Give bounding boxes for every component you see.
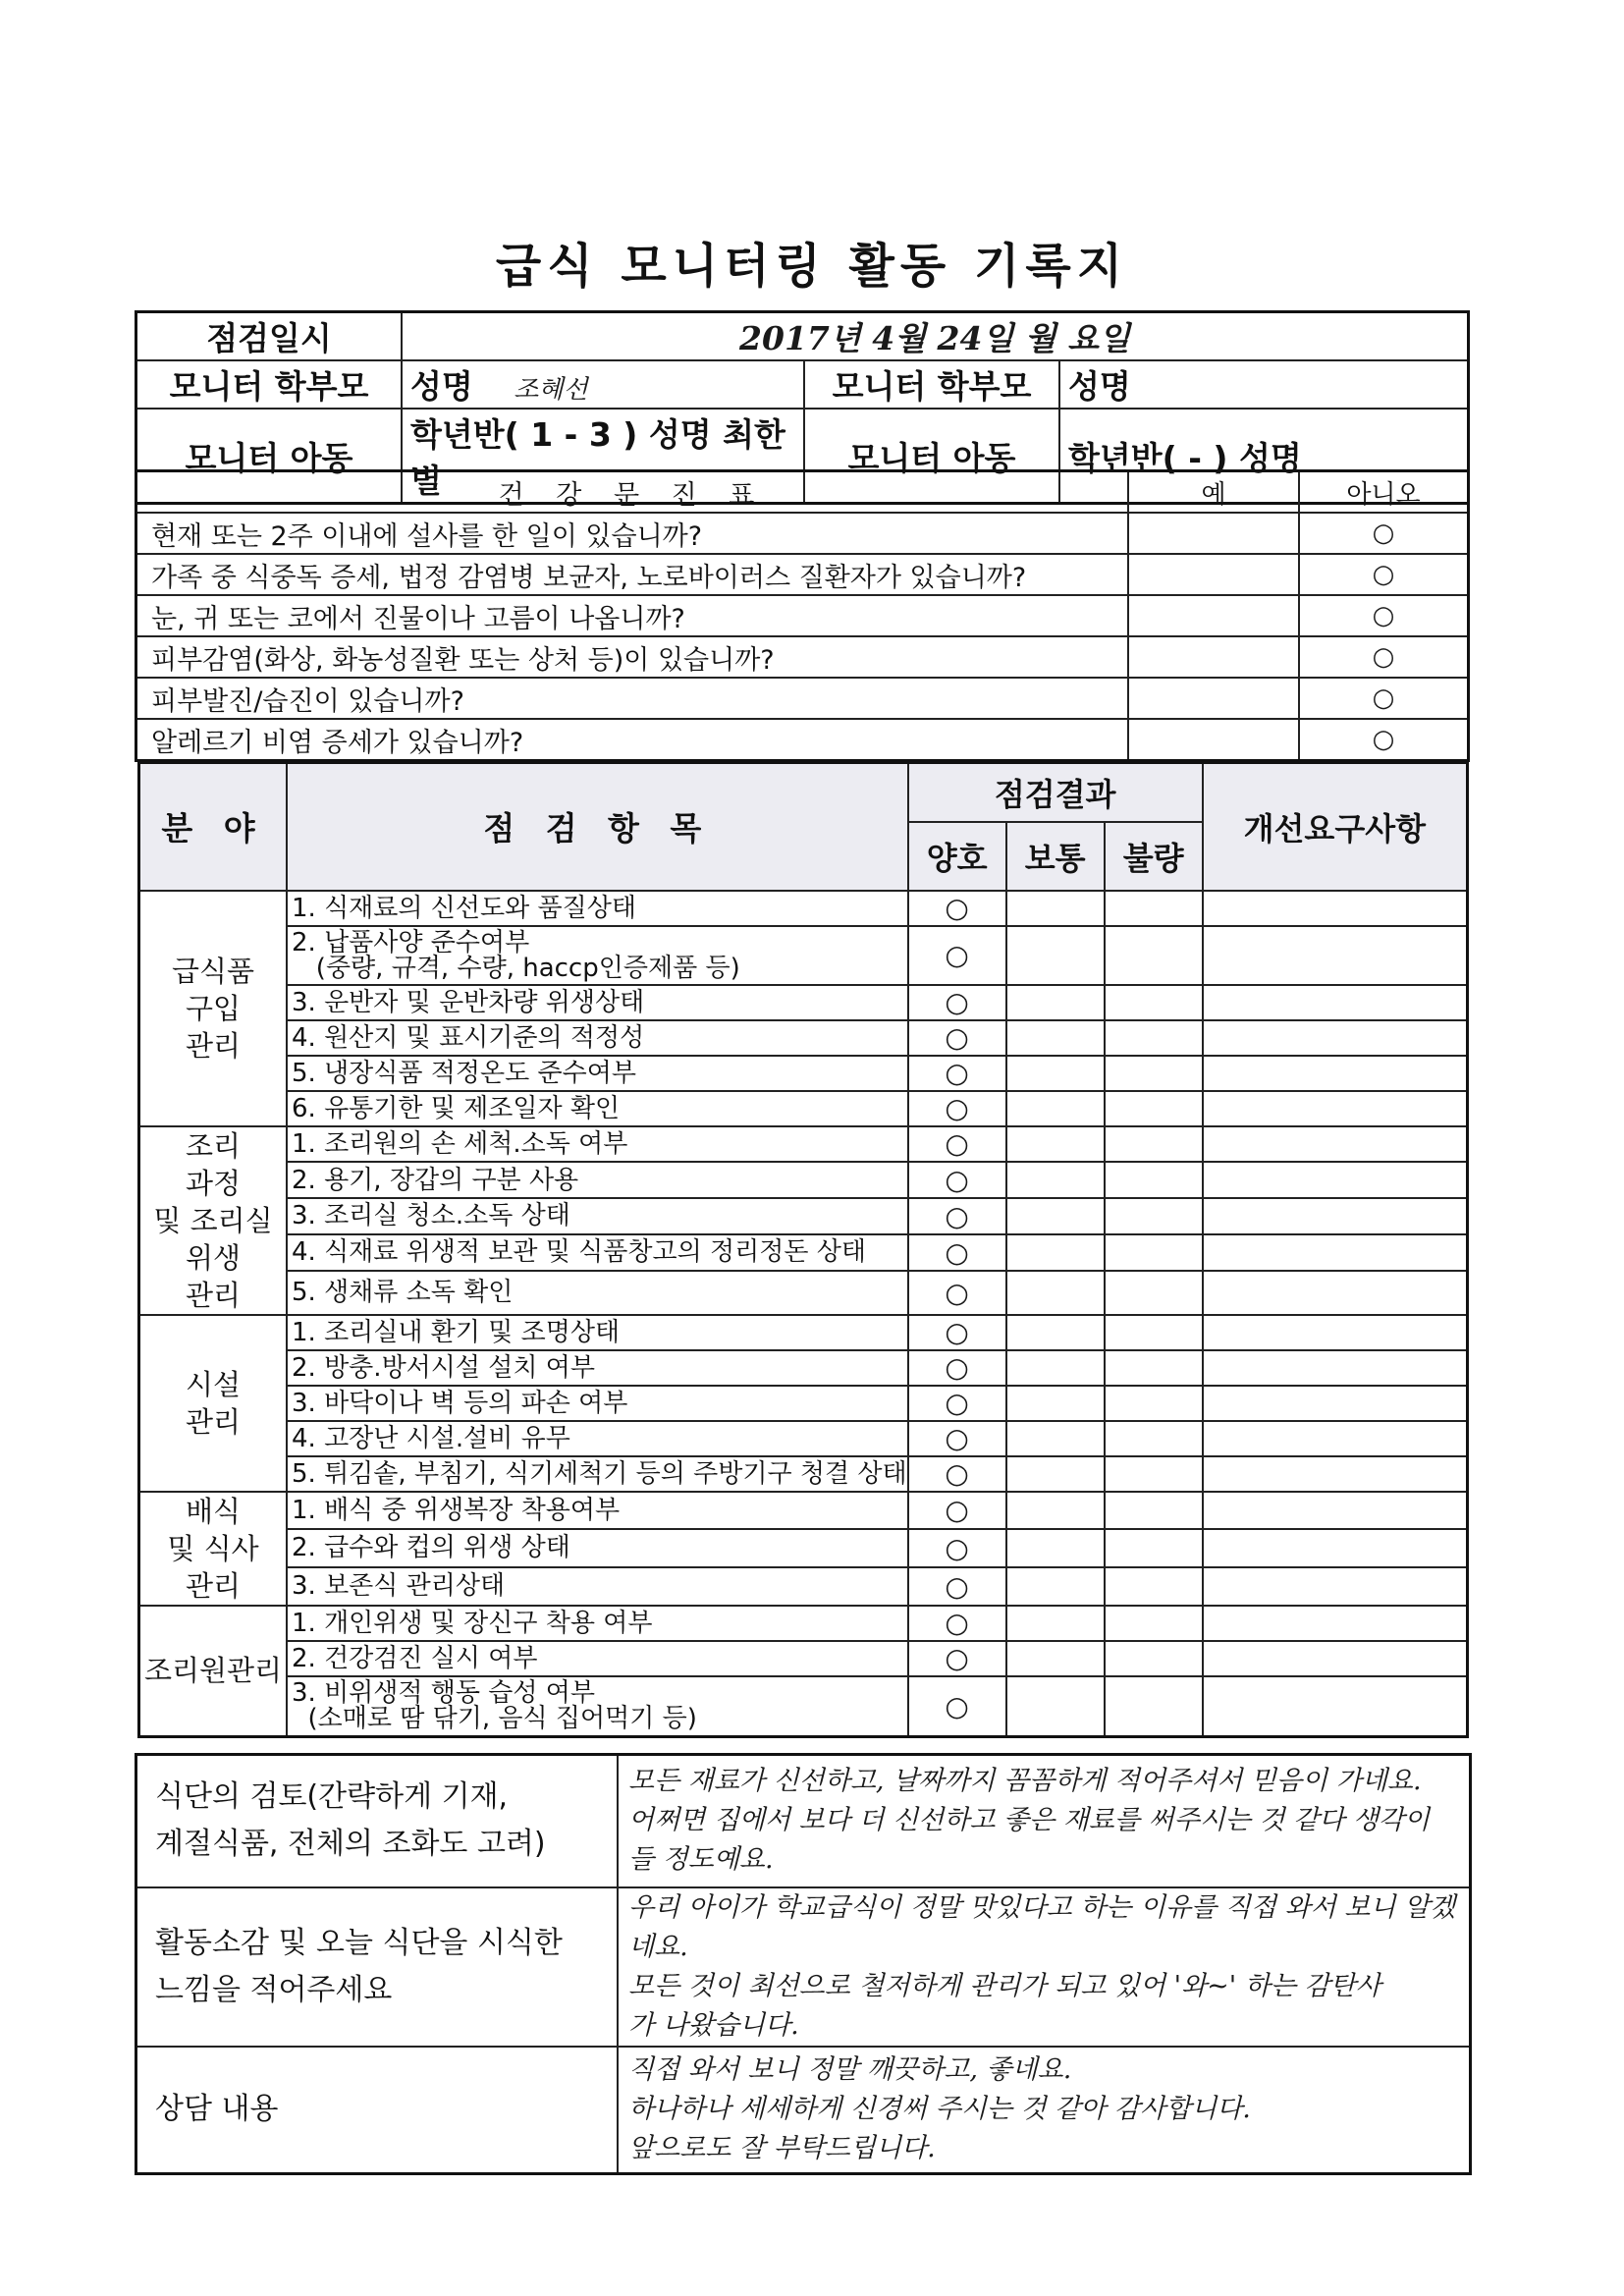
inspection-item: 2. 급수와 컵의 위생 상태 [287, 1529, 908, 1567]
normal-cell[interactable] [1006, 1421, 1105, 1456]
parent-name-field-1[interactable] [402, 360, 804, 409]
child-class-2: 학년반( - ) 성명 [1068, 438, 1302, 477]
bad-cell[interactable] [1105, 1271, 1203, 1315]
health-question: 가족 중 식중독 증세, 법정 감염병 보균자, 노로바이러스 질환자가 있습니까? [136, 554, 1129, 595]
good-mark[interactable]: ○ [908, 926, 1006, 985]
request-cell[interactable] [1203, 1091, 1468, 1126]
normal-cell[interactable] [1006, 1126, 1105, 1163]
menu-review-text[interactable]: 모든 재료가 신선하고, 날짜까지 꼼꼼하게 적어주셔서 믿음이 가네요. 어쩌면 집에서 보다 더 신선하고 좋은 재료를 써주시는 것 같다 생각이 들 정도예요. [618, 1755, 1471, 1887]
health-row [136, 513, 1469, 554]
child-label-1: 모니터 아동 [136, 409, 403, 504]
inspection-item: 3. 비위생적 행동 습성 여부 (소매로 땀 닦기, 음식 집어먹기 등) [287, 1676, 908, 1737]
impression-label: 활동소감 및 오늘 식단을 시식한 느낌을 적어주세요 [136, 1887, 619, 2047]
request-cell[interactable] [1203, 891, 1468, 926]
normal-cell[interactable] [1006, 1456, 1105, 1492]
inspection-item: 1. 배식 중 위생복장 착용여부 [287, 1492, 908, 1530]
bad-cell[interactable] [1105, 891, 1203, 926]
health-row [136, 636, 1469, 678]
date-label: 점검일시 [136, 312, 403, 361]
inspection-row [139, 1091, 1468, 1126]
health-title: 건 강 문 진 표 [136, 471, 1129, 514]
health-row [136, 595, 1469, 636]
request-cell[interactable] [1203, 1456, 1468, 1492]
request-cell[interactable] [1203, 1386, 1468, 1421]
request-cell[interactable] [1203, 926, 1468, 985]
normal-cell[interactable] [1006, 1162, 1105, 1198]
good-mark[interactable]: ○ [908, 1126, 1006, 1163]
bad-cell[interactable] [1105, 926, 1203, 985]
bad-cell[interactable] [1105, 1529, 1203, 1567]
normal-cell[interactable] [1006, 926, 1105, 985]
bad-cell[interactable] [1105, 1315, 1203, 1350]
inspection-row [139, 1492, 1468, 1530]
area-header: 분 야 [139, 763, 288, 891]
inspection-item: 1. 식재료의 신선도와 품질상태 [287, 891, 908, 926]
health-question: 피부감염(화상, 화농성질환 또는 상처 등)이 있습니까? [136, 636, 1129, 678]
inspection-row [139, 1676, 1468, 1737]
request-cell[interactable] [1203, 1126, 1468, 1163]
health-row [136, 678, 1469, 719]
normal-cell[interactable] [1006, 1091, 1105, 1126]
page-title: 급식 모니터링 활동 기록지 [495, 239, 1129, 294]
inspection-item: 1. 개인위생 및 장신구 착용 여부 [287, 1606, 908, 1641]
inspection-item: 6. 유통기한 및 제조일자 확인 [287, 1091, 908, 1126]
health-question: 눈, 귀 또는 코에서 진물이나 고름이 나옵니까? [136, 595, 1129, 636]
normal-cell[interactable] [1006, 1315, 1105, 1350]
date-value[interactable] [402, 312, 1469, 361]
bad-cell[interactable] [1105, 985, 1203, 1020]
menu-review-label: 식단의 검토(간략하게 기재, 계절식품, 전체의 조화도 고려) [136, 1755, 619, 1887]
normal-cell[interactable] [1006, 1386, 1105, 1421]
inspection-row [139, 1641, 1468, 1676]
inspection-item: 3. 바닥이나 벽 등의 파손 여부 [287, 1386, 908, 1421]
bad-cell[interactable] [1105, 1091, 1203, 1126]
good-mark[interactable]: ○ [908, 1492, 1006, 1530]
category-cat2: 조리 과정 및 조리실 위생 관리 [139, 1126, 288, 1315]
good-mark[interactable]: ○ [908, 1198, 1006, 1234]
request-cell[interactable] [1203, 1492, 1468, 1530]
normal-cell[interactable] [1006, 1606, 1105, 1641]
request-cell[interactable] [1203, 1641, 1468, 1676]
parent-label-1: 모니터 학부모 [136, 360, 403, 409]
good-mark[interactable]: ○ [908, 1020, 1006, 1056]
normal-cell[interactable] [1006, 891, 1105, 926]
good-mark[interactable]: ○ [908, 1529, 1006, 1567]
inspection-row [139, 1234, 1468, 1271]
bad-cell[interactable] [1105, 1056, 1203, 1091]
counsel-label: 상담 내용 [136, 2047, 619, 2174]
no-mark[interactable]: ○ [1299, 719, 1469, 761]
no-mark[interactable]: ○ [1299, 595, 1469, 636]
no-mark[interactable]: ○ [1299, 678, 1469, 719]
good-header: 양호 [908, 822, 1006, 891]
good-mark[interactable]: ○ [908, 1567, 1006, 1606]
yes-cell[interactable] [1128, 513, 1299, 554]
inspection-row [139, 926, 1468, 985]
child-label-2: 모니터 아동 [804, 409, 1059, 504]
normal-cell[interactable] [1006, 1271, 1105, 1315]
good-mark[interactable]: ○ [908, 891, 1006, 926]
inspection-row [139, 1198, 1468, 1234]
item-header: 점 검 항 목 [287, 763, 908, 891]
name-label-2: 성명 [1068, 367, 1131, 406]
bad-cell[interactable] [1105, 1641, 1203, 1676]
good-mark[interactable]: ○ [908, 1386, 1006, 1421]
request-header: 개선요구사항 [1203, 763, 1468, 891]
name-label-1: 성명 [410, 367, 473, 406]
health-question: 피부발진/습진이 있습니까? [136, 678, 1129, 719]
good-mark[interactable]: ○ [908, 1641, 1006, 1676]
category-cat5: 조리원관리 [139, 1606, 288, 1737]
inspection-item: 3. 조리실 청소.소독 상태 [287, 1198, 908, 1234]
no-mark[interactable]: ○ [1299, 554, 1469, 595]
bad-cell[interactable] [1105, 1350, 1203, 1386]
inspection-row [139, 1271, 1468, 1315]
category-cat1: 급식품 구입 관리 [139, 891, 288, 1126]
normal-header: 보통 [1006, 822, 1105, 891]
request-cell[interactable] [1203, 1350, 1468, 1386]
bad-cell[interactable] [1105, 1198, 1203, 1234]
request-cell[interactable] [1203, 985, 1468, 1020]
normal-cell[interactable] [1006, 985, 1105, 1020]
health-row [136, 719, 1469, 761]
parent-name-1: 조혜선 [514, 375, 588, 405]
inspection-item: 2. 건강검진 실시 여부 [287, 1641, 908, 1676]
yes-cell[interactable] [1128, 678, 1299, 719]
good-mark[interactable]: ○ [908, 1315, 1006, 1350]
inspection-row [139, 891, 1468, 926]
bad-cell[interactable] [1105, 1567, 1203, 1606]
parent-label-2: 모니터 학부모 [804, 360, 1059, 409]
child-class-1: 학년반( 1 - 3 ) 성명 최한별 [410, 415, 785, 500]
health-row [136, 554, 1469, 595]
yes-cell[interactable] [1128, 595, 1299, 636]
yes-cell[interactable] [1128, 636, 1299, 678]
good-mark[interactable]: ○ [908, 1676, 1006, 1737]
normal-cell[interactable] [1006, 1234, 1105, 1271]
request-cell[interactable] [1203, 1676, 1468, 1737]
good-mark[interactable]: ○ [908, 1606, 1006, 1641]
request-cell[interactable] [1203, 1056, 1468, 1091]
inspection-item: 3. 운반자 및 운반차량 위생상태 [287, 985, 908, 1020]
inspection-item: 4. 고장난 시설.설비 유무 [287, 1421, 908, 1456]
inspection-row [139, 1126, 1468, 1163]
bad-header: 불량 [1105, 822, 1203, 891]
yes-cell[interactable] [1128, 719, 1299, 761]
inspection-row [139, 1567, 1468, 1606]
category-cat4: 배식 및 식사 관리 [139, 1492, 288, 1606]
inspection-item: 1. 조리원의 손 세척.소독 여부 [287, 1126, 908, 1163]
category-cat3: 시설 관리 [139, 1315, 288, 1492]
good-mark[interactable]: ○ [908, 1091, 1006, 1126]
bad-cell[interactable] [1105, 1234, 1203, 1271]
inspection-item: 5. 냉장식품 적정온도 준수여부 [287, 1056, 908, 1091]
normal-cell[interactable] [1006, 1641, 1105, 1676]
good-mark[interactable]: ○ [908, 1056, 1006, 1091]
health-question: 현재 또는 2주 이내에 설사를 한 일이 있습니까? [136, 513, 1129, 554]
inspection-item: 1. 조리실내 환기 및 조명상태 [287, 1315, 908, 1350]
bad-cell[interactable] [1105, 1421, 1203, 1456]
normal-cell[interactable] [1006, 1056, 1105, 1091]
good-mark[interactable]: ○ [908, 1350, 1006, 1386]
inspection-row [139, 1386, 1468, 1421]
no-mark[interactable]: ○ [1299, 636, 1469, 678]
bad-cell[interactable] [1105, 1606, 1203, 1641]
impression-text[interactable]: 우리 아이가 학교급식이 정말 맛있다고 하는 이유를 직접 와서 보니 알겠네요. 모든 것이 최선으로 철저하게 관리가 되고 있어 '와~' 하는 감탄사 가 나왔습니다. [618, 1887, 1471, 2047]
bad-cell[interactable] [1105, 1676, 1203, 1737]
good-mark[interactable]: ○ [908, 1421, 1006, 1456]
inspection-row [139, 1315, 1468, 1350]
inspection-row [139, 1606, 1468, 1641]
inspection-row [139, 1529, 1468, 1567]
request-cell[interactable] [1203, 1234, 1468, 1271]
inspection-row [139, 1162, 1468, 1198]
inspection-row [139, 1056, 1468, 1091]
request-cell[interactable] [1203, 1020, 1468, 1056]
request-cell[interactable] [1203, 1198, 1468, 1234]
normal-cell[interactable] [1006, 1020, 1105, 1056]
bad-cell[interactable] [1105, 1386, 1203, 1421]
normal-cell[interactable] [1006, 1350, 1105, 1386]
request-cell[interactable] [1203, 1567, 1468, 1606]
health-questionnaire [135, 469, 1470, 762]
bad-cell[interactable] [1105, 1020, 1203, 1056]
inspection-item: 4. 원산지 및 표시기준의 적정성 [287, 1020, 908, 1056]
bad-cell[interactable] [1105, 1126, 1203, 1163]
health-question: 알레르기 비염 증세가 있습니까? [136, 719, 1129, 761]
inspection-row [139, 1456, 1468, 1492]
request-cell[interactable] [1203, 1271, 1468, 1315]
bad-cell[interactable] [1105, 1456, 1203, 1492]
result-header: 점검결과 [908, 763, 1203, 822]
request-cell[interactable] [1203, 1162, 1468, 1198]
normal-cell[interactable] [1006, 1676, 1105, 1737]
inspection-item: 2. 납품사양 준수여부 (중량, 규격, 수량, haccp인증제품 등) [287, 926, 908, 985]
good-mark[interactable]: ○ [908, 1162, 1006, 1198]
no-header: 아니오 [1299, 471, 1469, 514]
normal-cell[interactable] [1006, 1567, 1105, 1606]
inspection-item: 2. 방충.방서시설 설치 여부 [287, 1350, 908, 1386]
inspection-row [139, 985, 1468, 1020]
good-mark[interactable]: ○ [908, 985, 1006, 1020]
request-cell[interactable] [1203, 1606, 1468, 1641]
bad-cell[interactable] [1105, 1162, 1203, 1198]
normal-cell[interactable] [1006, 1492, 1105, 1530]
good-mark[interactable]: ○ [908, 1271, 1006, 1315]
inspection-item: 5. 튀김솥, 부침기, 식기세척기 등의 주방기구 청결 상태 [287, 1456, 908, 1492]
date-text: 2017년 4월 24일 월 요일 [739, 319, 1130, 357]
inspection-item: 2. 용기, 장갑의 구분 사용 [287, 1162, 908, 1198]
inspection-row [139, 1020, 1468, 1056]
good-mark[interactable]: ○ [908, 1234, 1006, 1271]
inspection-table [137, 761, 1469, 1738]
inspection-item: 4. 식재료 위생적 보관 및 식품창고의 정리정돈 상태 [287, 1234, 908, 1271]
inspection-row [139, 1421, 1468, 1456]
comments-table [135, 1753, 1472, 2175]
normal-cell[interactable] [1006, 1198, 1105, 1234]
yes-cell[interactable] [1128, 554, 1299, 595]
normal-cell[interactable] [1006, 1529, 1105, 1567]
bad-cell[interactable] [1105, 1492, 1203, 1530]
no-mark[interactable]: ○ [1299, 513, 1469, 554]
good-mark[interactable]: ○ [908, 1456, 1006, 1492]
parent-name-field-2[interactable] [1059, 360, 1469, 409]
request-cell[interactable] [1203, 1315, 1468, 1350]
request-cell[interactable] [1203, 1421, 1468, 1456]
counsel-text[interactable]: 직접 와서 보니 정말 깨끗하고, 좋네요. 하나하나 세세하게 신경써 주시는 것 같아 감사합니다. 앞으로도 잘 부탁드립니다. [618, 2047, 1471, 2174]
request-cell[interactable] [1203, 1529, 1468, 1567]
yes-header: 예 [1128, 471, 1299, 514]
inspection-row [139, 1350, 1468, 1386]
inspection-item: 3. 보존식 관리상태 [287, 1567, 908, 1606]
inspection-item: 5. 생채류 소독 확인 [287, 1271, 908, 1315]
